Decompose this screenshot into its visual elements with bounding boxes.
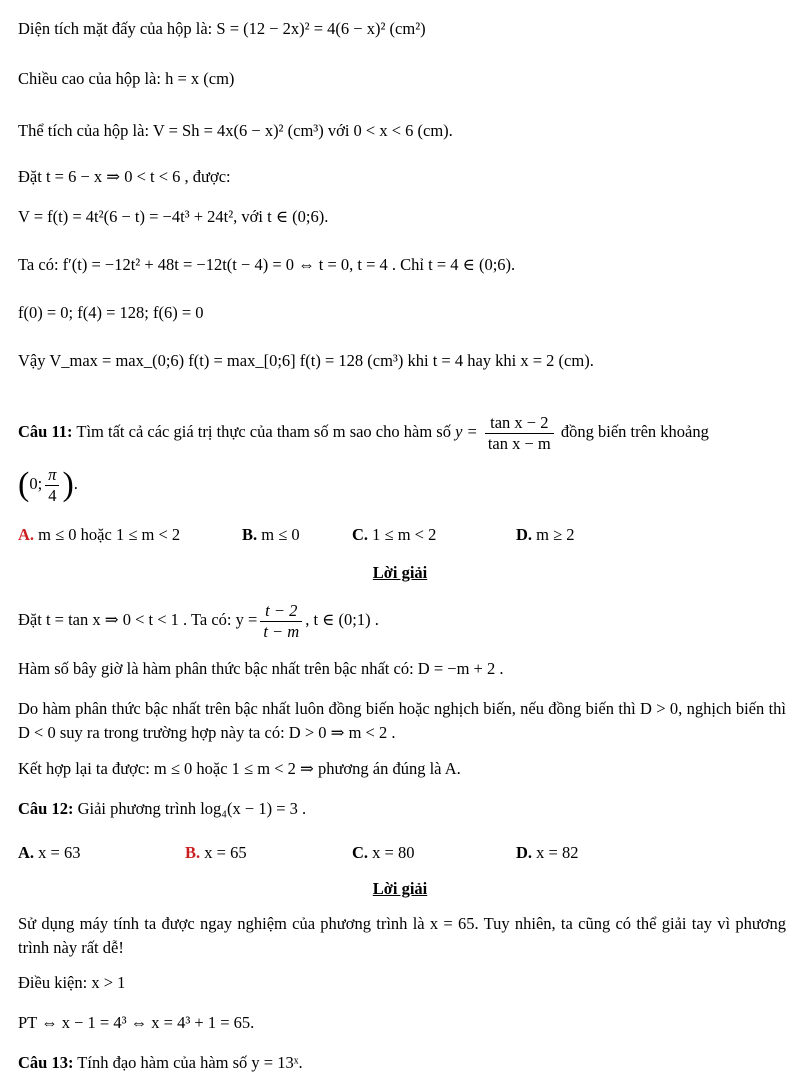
q11-s1-b: , t ∈ (0;1) . [305, 610, 379, 629]
q11-option-b-letter: B. [242, 525, 258, 544]
conclusion-line: Vậy V_max = max_(0;6) f(t) = max_[0;6] f(t) = 128 (cm³) khi t = 4 hay khi x = 2 (cm). [18, 351, 594, 370]
question-13-text: Tính đạo hàm của hàm số y = 13ˣ. [77, 1053, 303, 1072]
q12-option-d-text: x = 82 [536, 843, 579, 862]
q11-option-d-text: m ≥ 2 [536, 525, 575, 544]
q11-option-d-letter: D. [516, 525, 533, 544]
question-11-interval: (0; $\frac{\pi}{4}$ ). [18, 464, 78, 505]
q11-solution-1 [18, 598, 786, 642]
q11-option-a-text: m ≤ 0 hoặc 1 ≤ m < 2 [38, 525, 181, 544]
question-13-label: Câu 13: [18, 1053, 74, 1072]
q11-option-c-text: 1 ≤ m < 2 [372, 525, 437, 544]
q12-option-b[interactable] [185, 842, 247, 864]
question-12-text: Giải phương trình log₄(x − 1) = 3 . [77, 799, 307, 818]
substitution-line: Đặt t = 6 − x ⇒ 0 < t < 6 , được: [18, 167, 231, 186]
q11-option-a-letter: A. [18, 525, 35, 544]
q12-option-d-letter: D. [516, 843, 533, 862]
interval-num: π [45, 465, 59, 486]
q11-s1-den: t − m [263, 621, 300, 641]
question-12-label: Câu 12: [18, 799, 74, 818]
question-11-y: y = [455, 422, 478, 441]
height-line: Chiều cao của hộp là: h = x (cm) [18, 69, 235, 88]
volume-line: Thể tích của hộp là: V = Sh = 4x(6 − x)² (cm³) với 0 < x < 6 (cm). [18, 121, 453, 140]
q11-option-d[interactable] [516, 524, 575, 546]
q12-option-c-letter: C. [352, 843, 369, 862]
q11-solution-4: Kết hợp lại ta được: m ≤ 0 hoặc 1 ≤ m < 2 ⇒ phương án đúng là A. [18, 759, 461, 778]
question-12 [18, 798, 786, 820]
values-line: f(0) = 0; f(4) = 128; f(6) = 0 [18, 303, 204, 322]
interval-end: . [73, 474, 78, 493]
q11-option-c-letter: C. [352, 525, 369, 544]
q11-solution-3: Do hàm phân thức bậc nhất trên bậc nhất luôn đồng biến hoặc nghịch biến, nếu đồng biến thì D > 0, nghịch biến thì D < 0 suy ra trong trường hợp này ta có: D > 0 ⇒ m < 2 . [18, 699, 786, 742]
interval-fraction [45, 465, 59, 506]
q12-option-b-text: x = 65 [204, 843, 247, 862]
q11-option-b-text: m ≤ 0 [261, 525, 300, 544]
question-11-fraction-num: tan x − 2 [485, 413, 554, 434]
q12-option-a[interactable] [18, 842, 80, 864]
question-11-fraction [485, 413, 554, 454]
q11-option-a[interactable] [18, 524, 180, 546]
q12-option-b-letter: B. [185, 843, 201, 862]
q12-solution-2: Điều kiện: x > 1 [18, 973, 126, 992]
q11-option-c[interactable] [352, 524, 436, 546]
q11-s1-fraction [260, 601, 302, 642]
question-13 [18, 1052, 786, 1074]
interval-den: 4 [48, 485, 57, 505]
q12-solution-1: Sử dụng máy tính ta được ngay nghiệm của phương trình là x = 65. Tuy nhiên, ta cũng có thể giải tay vì phương trình này rất dễ! [18, 914, 786, 957]
derivative-line: Ta có: f′(t) = −12t² + 48t = −12t(t − 4) = 0 ⇔ t = 0, t = 4 . Chỉ t = 4 ∈ (0;6). [18, 255, 516, 274]
q11-solution-2: Hàm số bây giờ là hàm phân thức bậc nhất trên bậc nhất có: D = −m + 2 . [18, 659, 504, 678]
question-11-text-after: đồng biến trên khoảng [560, 422, 709, 441]
q12-option-a-text: x = 63 [38, 843, 81, 862]
q11-s1-a: Đặt t = tan x ⇒ 0 < t < 1 . Ta có: y = [18, 610, 258, 629]
interval-left: 0; [29, 474, 43, 493]
q12-solution-title: Lời giải [372, 879, 428, 898]
q12-option-c[interactable] [352, 842, 414, 864]
question-11-label: Câu 11: [18, 422, 73, 441]
question-11 [18, 410, 786, 454]
q11-s1-num: t − 2 [260, 601, 302, 622]
question-11-fraction-den: tan x − m [487, 433, 551, 453]
q11-solution-title: Lời giải [372, 563, 428, 582]
q11-option-b[interactable] [242, 524, 300, 546]
q12-solution-3: PT ⇔ x − 1 = 4³ ⇔ x = 4³ + 1 = 65. [18, 1013, 255, 1032]
q12-option-d[interactable] [516, 842, 578, 864]
q12-option-c-text: x = 80 [372, 843, 415, 862]
q12-option-a-letter: A. [18, 843, 35, 862]
question-11-text-before: Tìm tất cả các giá trị thực của tham số m sao cho hàm số [76, 422, 451, 441]
function-line: V = f(t) = 4t²(6 − t) = −4t³ + 24t², với t ∈ (0;6). [18, 207, 329, 226]
area-line: Diện tích mặt đấy của hộp là: S = (12 − 2x)² = 4(6 − x)² (cm²) [18, 19, 426, 38]
